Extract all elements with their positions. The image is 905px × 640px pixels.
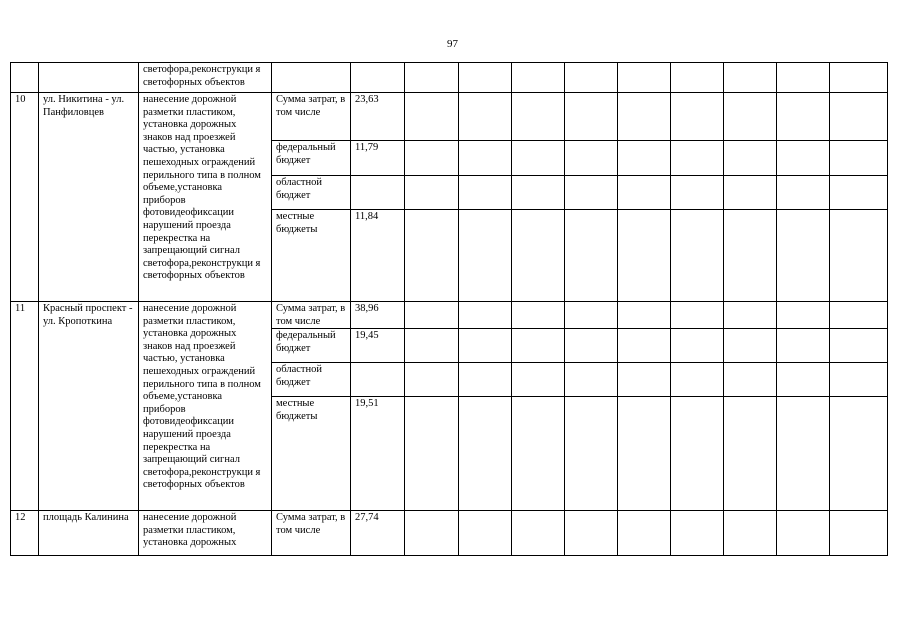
funding-source-cell: Сумма затрат, в том числе [272, 93, 351, 141]
empty-cell [565, 63, 618, 93]
funding-source-cell: Сумма затрат, в том числе [272, 302, 351, 329]
funding-source-cell: федеральный бюджет [272, 141, 351, 176]
empty-cell [512, 176, 565, 210]
index-cell: 10 [11, 93, 39, 302]
empty-cell [512, 397, 565, 511]
empty-cell [671, 176, 724, 210]
funding-source-cell: федеральный бюджет [272, 329, 351, 363]
funding-source-cell: областной бюджет [272, 363, 351, 397]
location-cell: площадь Калинина [39, 511, 139, 556]
empty-cell [724, 210, 777, 302]
empty-cell [830, 210, 888, 302]
empty-cell [565, 511, 618, 556]
empty-cell [618, 93, 671, 141]
empty-cell [724, 363, 777, 397]
empty-cell [512, 93, 565, 141]
empty-cell [405, 93, 459, 141]
empty-cell [724, 397, 777, 511]
funding-value-cell [351, 63, 405, 93]
empty-cell [830, 302, 888, 329]
empty-cell [777, 141, 830, 176]
empty-cell [512, 363, 565, 397]
location-cell: Красный проспект - ул. Кропоткина [39, 302, 139, 511]
empty-cell [618, 63, 671, 93]
table-row [11, 511, 888, 556]
empty-cell [405, 397, 459, 511]
empty-cell [724, 176, 777, 210]
empty-cell [777, 93, 830, 141]
funding-value-cell: 19,45 [351, 329, 405, 363]
empty-cell [459, 176, 512, 210]
empty-cell [565, 176, 618, 210]
measures-cell: нанесение дорожной разметки пластиком, установка дорожных [139, 511, 272, 556]
funding-value-cell: 11,79 [351, 141, 405, 176]
funding-value-cell: 27,74 [351, 511, 405, 556]
empty-cell [777, 210, 830, 302]
empty-cell [618, 363, 671, 397]
empty-cell [830, 511, 888, 556]
empty-cell [618, 210, 671, 302]
empty-cell [565, 397, 618, 511]
table-row [11, 302, 888, 329]
empty-cell [618, 397, 671, 511]
empty-cell [777, 302, 830, 329]
empty-cell [618, 329, 671, 363]
empty-cell [565, 329, 618, 363]
empty-cell [671, 63, 724, 93]
empty-cell [724, 141, 777, 176]
empty-cell [830, 63, 888, 93]
empty-cell [777, 63, 830, 93]
empty-cell [618, 511, 671, 556]
empty-cell [671, 363, 724, 397]
funding-source-cell: областной бюджет [272, 176, 351, 210]
empty-cell [724, 63, 777, 93]
empty-cell [724, 511, 777, 556]
empty-cell [405, 511, 459, 556]
table-row [11, 63, 888, 93]
funding-source-cell: местные бюджеты [272, 210, 351, 302]
empty-cell [565, 302, 618, 329]
empty-cell [512, 210, 565, 302]
index-cell: 11 [11, 302, 39, 511]
empty-cell [565, 363, 618, 397]
empty-cell [830, 329, 888, 363]
empty-cell [405, 363, 459, 397]
empty-cell [618, 176, 671, 210]
empty-cell [777, 397, 830, 511]
funding-value-cell: 38,96 [351, 302, 405, 329]
empty-cell [565, 141, 618, 176]
empty-cell [405, 176, 459, 210]
empty-cell [512, 141, 565, 176]
empty-cell [671, 93, 724, 141]
empty-cell [405, 302, 459, 329]
empty-cell [565, 93, 618, 141]
empty-cell [671, 302, 724, 329]
page-number: 97 [447, 38, 458, 50]
empty-cell [724, 329, 777, 363]
empty-cell [671, 210, 724, 302]
empty-cell [512, 63, 565, 93]
empty-cell [459, 93, 512, 141]
empty-cell [459, 210, 512, 302]
empty-cell [618, 302, 671, 329]
funding-value-cell: 23,63 [351, 93, 405, 141]
empty-cell [830, 93, 888, 141]
funding-value-cell [351, 363, 405, 397]
empty-cell [777, 511, 830, 556]
measures-cell: нанесение дорожной разметки пластиком, установка дорожных знаков над проезжей частью, установка пешеходных ограждений перильного типа в полном объеме,установка приборов фотовидеофиксации нарушений проезда перекрестка на запрещающий сигнал светофора,реконструкци я светофорных объектов [139, 93, 272, 302]
empty-cell [459, 63, 512, 93]
funding-source-cell [272, 63, 351, 93]
budget-table [10, 62, 888, 556]
empty-cell [459, 511, 512, 556]
empty-cell [512, 511, 565, 556]
funding-source-cell: Сумма затрат, в том числе [272, 511, 351, 556]
empty-cell [405, 141, 459, 176]
empty-cell [405, 63, 459, 93]
empty-cell [830, 397, 888, 511]
empty-cell [724, 93, 777, 141]
empty-cell [618, 141, 671, 176]
funding-value-cell: 19,51 [351, 397, 405, 511]
empty-cell [405, 210, 459, 302]
empty-cell [830, 176, 888, 210]
empty-cell [459, 302, 512, 329]
empty-cell [830, 141, 888, 176]
empty-cell [830, 363, 888, 397]
empty-cell [459, 141, 512, 176]
empty-cell [777, 176, 830, 210]
empty-cell [777, 329, 830, 363]
empty-cell [459, 397, 512, 511]
location-cell [39, 63, 139, 93]
empty-cell [671, 329, 724, 363]
empty-cell [459, 329, 512, 363]
empty-cell [671, 397, 724, 511]
measures-cell: светофора,реконструкци я светофорных объектов [139, 63, 272, 93]
empty-cell [459, 363, 512, 397]
measures-cell: нанесение дорожной разметки пластиком, установка дорожных знаков над проезжей частью, установка пешеходных ограждений перильного типа в полном объеме,установка приборов фотовидеофиксации нарушений проезда перекрестка на запрещающий сигнал светофора,реконструкци я светофорных объектов [139, 302, 272, 511]
funding-value-cell [351, 176, 405, 210]
empty-cell [777, 363, 830, 397]
index-cell [11, 63, 39, 93]
empty-cell [512, 329, 565, 363]
table-row [11, 93, 888, 141]
index-cell: 12 [11, 511, 39, 556]
funding-source-cell: местные бюджеты [272, 397, 351, 511]
empty-cell [671, 511, 724, 556]
empty-cell [724, 302, 777, 329]
funding-value-cell: 11,84 [351, 210, 405, 302]
location-cell: ул. Никитина - ул. Панфиловцев [39, 93, 139, 302]
empty-cell [512, 302, 565, 329]
empty-cell [565, 210, 618, 302]
empty-cell [671, 141, 724, 176]
empty-cell [405, 329, 459, 363]
